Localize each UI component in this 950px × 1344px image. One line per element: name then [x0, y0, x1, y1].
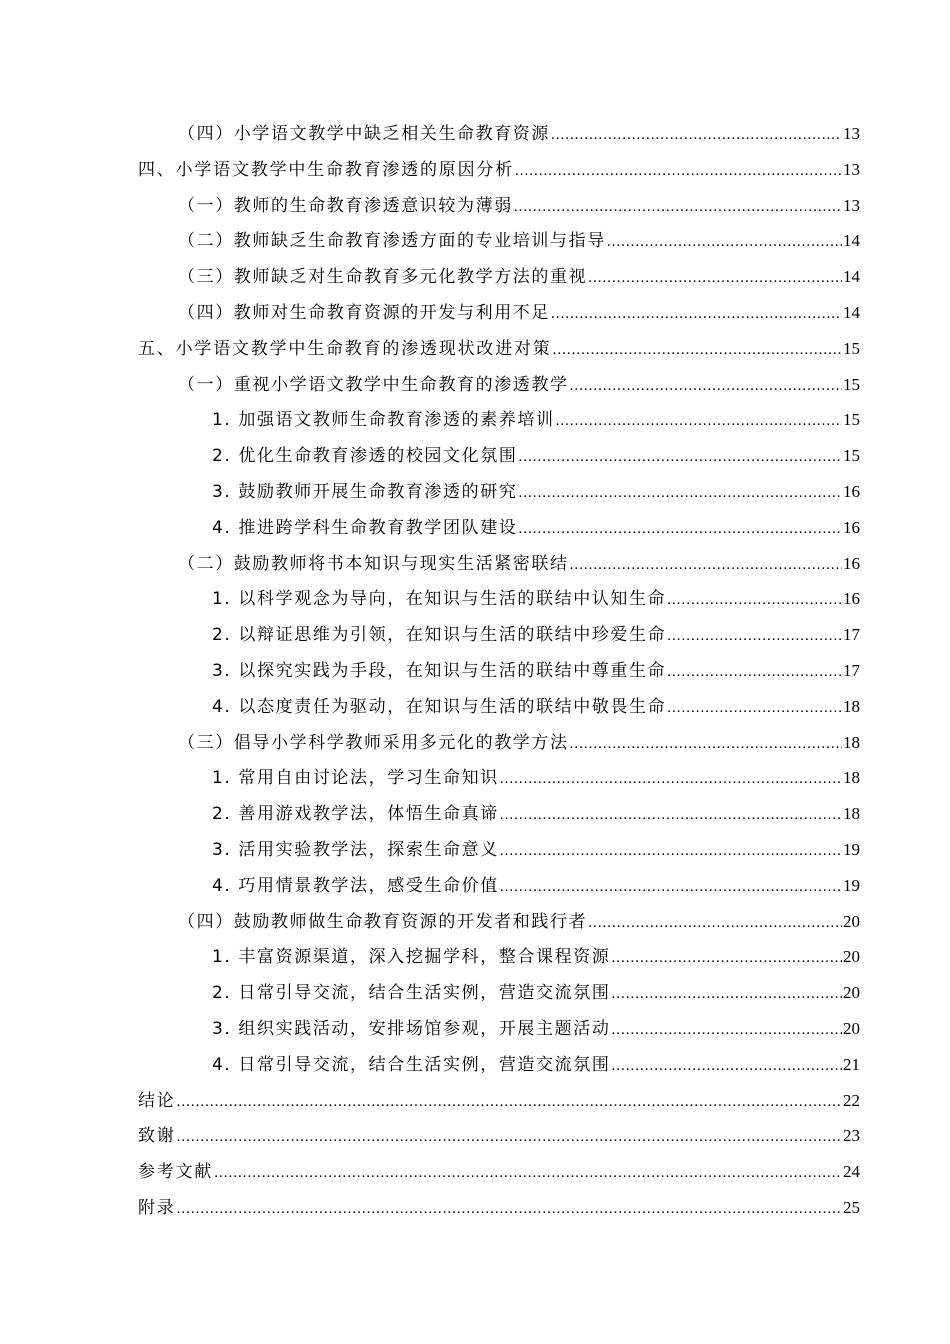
toc-entry-page-number: 20	[843, 911, 860, 931]
toc-leader-dots	[500, 870, 842, 906]
toc-entry[interactable]	[138, 438, 860, 474]
toc-entry[interactable]	[138, 904, 860, 940]
toc-entry-title: 4. 日常引导交流，结合生活实例，营造交流氛围	[212, 1054, 611, 1075]
toc-entry-title: 3. 以探究实践为手段，在知识与生活的联结中尊重生命	[212, 660, 667, 681]
toc-entry[interactable]	[138, 725, 860, 761]
toc-leader-dots	[667, 619, 842, 655]
toc-entry-title: （四）鼓励教师做生命教育资源的开发者和践行者	[178, 911, 588, 932]
toc-leader-dots	[667, 691, 842, 727]
toc-leader-dots	[611, 941, 842, 977]
toc-entry[interactable]	[138, 581, 860, 617]
toc-entry-page-number: 14	[843, 302, 860, 322]
toc-entry-title: 2. 善用游戏教学法，体悟生命真谛	[212, 804, 499, 825]
toc-entry-page-number: 17	[843, 660, 860, 680]
toc-entry-title: 四、小学语文教学中生命教育渗透的原因分析	[138, 159, 514, 180]
toc-entry[interactable]	[138, 796, 860, 832]
toc-entry[interactable]	[138, 1011, 860, 1047]
toc-entry-title: （二）鼓励教师将书本知识与现实生活紧密联结	[178, 553, 569, 574]
toc-leader-dots	[611, 1013, 842, 1049]
toc-entry-page-number: 14	[843, 231, 860, 251]
toc-leader-dots	[556, 404, 842, 440]
toc-entry-title: （二）教师缺乏生命教育渗透方面的专业培训与指导	[178, 231, 606, 252]
toc-leader-dots	[514, 190, 842, 226]
toc-entry-title: 4. 以态度责任为驱动，在知识与生活的联结中敬畏生命	[212, 696, 667, 717]
toc-entry[interactable]	[138, 617, 860, 653]
toc-entry-title: 1. 常用自由讨论法，学习生命知识	[212, 768, 499, 789]
toc-entry[interactable]	[138, 1083, 860, 1119]
toc-leader-dots	[214, 1156, 842, 1192]
toc-leader-dots	[500, 798, 842, 834]
toc-entry-page-number: 25	[843, 1197, 860, 1217]
toc-leader-dots	[177, 1192, 842, 1228]
toc-entry-page-number: 21	[843, 1054, 860, 1074]
toc-entry-page-number: 18	[843, 768, 860, 788]
toc-entry[interactable]	[138, 1190, 860, 1226]
toc-entry[interactable]	[138, 653, 860, 689]
toc-entry[interactable]	[138, 367, 860, 403]
toc-leader-dots	[570, 727, 842, 763]
toc-entry-title: 1. 以科学观念为导向，在知识与生活的联结中认知生命	[212, 589, 667, 610]
toc-leader-dots	[177, 1085, 842, 1121]
toc-leader-dots	[588, 906, 842, 942]
toc-entry[interactable]	[138, 474, 860, 510]
toc-entry-page-number: 23	[843, 1126, 860, 1146]
table-of-contents	[138, 116, 860, 1226]
toc-entry-page-number: 19	[843, 875, 860, 895]
toc-entry-title: （三）教师缺乏对生命教育多元化教学方法的重视	[178, 267, 588, 288]
toc-entry-page-number: 17	[843, 625, 860, 645]
toc-entry[interactable]	[138, 223, 860, 259]
toc-leader-dots	[611, 977, 842, 1013]
toc-leader-dots	[515, 154, 842, 190]
toc-entry-title: 4. 推进跨学科生命教育教学团队建设	[212, 517, 518, 538]
toc-leader-dots	[667, 583, 842, 619]
toc-leader-dots	[518, 440, 842, 476]
toc-leader-dots	[553, 333, 842, 369]
toc-entry[interactable]	[138, 259, 860, 295]
toc-entry[interactable]	[138, 832, 860, 868]
toc-leader-dots	[611, 1049, 842, 1085]
toc-entry-title: 3. 活用实验教学法，探索生命意义	[212, 839, 499, 860]
toc-entry[interactable]	[138, 116, 860, 152]
toc-leader-dots	[607, 225, 842, 261]
toc-leader-dots	[500, 834, 842, 870]
toc-entry-page-number: 20	[843, 983, 860, 1003]
toc-leader-dots	[500, 762, 842, 798]
toc-entry-title: 附录	[138, 1197, 176, 1218]
toc-entry[interactable]	[138, 331, 860, 367]
toc-entry[interactable]	[138, 402, 860, 438]
toc-entry-title: （一）教师的生命教育渗透意识较为薄弱	[178, 195, 513, 216]
toc-entry-title: 2. 以辩证思维为引领，在知识与生活的联结中珍爱生命	[212, 625, 667, 646]
toc-entry-title: 参考文献	[138, 1162, 214, 1183]
toc-leader-dots	[518, 476, 842, 512]
toc-leader-dots	[667, 655, 842, 691]
toc-entry-title: 致谢	[138, 1126, 176, 1147]
toc-entry-title: （三）倡导小学科学教师采用多元化的教学方法	[178, 732, 569, 753]
toc-entry-page-number: 18	[843, 804, 860, 824]
toc-entry-page-number: 22	[843, 1090, 860, 1110]
toc-entry-title: （四）小学语文教学中缺乏相关生命教育资源	[178, 124, 550, 144]
toc-entry[interactable]	[138, 188, 860, 224]
toc-entry-page-number: 16	[843, 481, 860, 501]
toc-leader-dots	[551, 297, 842, 333]
toc-entry-title: 五、小学语文教学中生命教育的渗透现状改进对策	[138, 338, 552, 359]
toc-entry-page-number: 15	[843, 338, 860, 358]
toc-leader-dots	[570, 548, 842, 584]
toc-entry-page-number: 13	[843, 159, 860, 179]
toc-entry[interactable]	[138, 1154, 860, 1190]
toc-entry[interactable]	[138, 1118, 860, 1154]
toc-entry-title: 2. 日常引导交流，结合生活实例，营造交流氛围	[212, 983, 611, 1004]
toc-entry-page-number: 19	[843, 839, 860, 859]
toc-entry[interactable]	[138, 546, 860, 582]
toc-entry-page-number: 13	[843, 124, 860, 143]
toc-entry-title: （一）重视小学语文教学中生命教育的渗透教学	[178, 374, 569, 395]
toc-entry[interactable]	[138, 868, 860, 904]
toc-entry-page-number: 16	[843, 517, 860, 537]
toc-entry-page-number: 18	[843, 696, 860, 716]
toc-entry[interactable]	[138, 939, 860, 975]
toc-entry-page-number: 13	[843, 195, 860, 215]
toc-entry-title: 3. 组织实践活动，安排场馆参观，开展主题活动	[212, 1018, 611, 1039]
toc-entry[interactable]	[138, 975, 860, 1011]
toc-entry-title: 4. 巧用情景教学法，感受生命价值	[212, 875, 499, 896]
toc-entry[interactable]	[138, 1047, 860, 1083]
toc-entry-title: 2. 优化生命教育渗透的校园文化氛围	[212, 446, 518, 467]
toc-entry-page-number: 15	[843, 446, 860, 466]
toc-entry[interactable]	[138, 152, 860, 188]
toc-entry-page-number: 24	[843, 1162, 860, 1182]
toc-leader-dots	[177, 1120, 842, 1156]
toc-entry-page-number: 14	[843, 267, 860, 287]
toc-leader-dots	[551, 118, 842, 154]
toc-entry-page-number: 20	[843, 947, 860, 967]
toc-leader-dots	[518, 512, 842, 548]
toc-entry-page-number: 18	[843, 732, 860, 752]
toc-leader-dots	[588, 261, 842, 297]
toc-entry-page-number: 15	[843, 374, 860, 394]
toc-entry-page-number: 16	[843, 553, 860, 573]
toc-entry-title: （四）教师对生命教育资源的开发与利用不足	[178, 302, 550, 323]
toc-entry-title: 1. 加强语文教师生命教育渗透的素养培训	[212, 410, 555, 431]
toc-entry[interactable]	[138, 295, 860, 331]
toc-entry[interactable]	[138, 689, 860, 725]
toc-entry-page-number: 15	[843, 410, 860, 430]
toc-entry-title: 1. 丰富资源渠道，深入挖掘学科，整合课程资源	[212, 947, 611, 968]
toc-entry-page-number: 20	[843, 1018, 860, 1038]
toc-entry-title: 结论	[138, 1090, 176, 1111]
toc-entry-page-number: 16	[843, 589, 860, 609]
toc-entry[interactable]	[138, 510, 860, 546]
toc-entry[interactable]	[138, 760, 860, 796]
toc-entry-title: 3. 鼓励教师开展生命教育渗透的研究	[212, 481, 518, 502]
toc-leader-dots	[570, 369, 842, 405]
